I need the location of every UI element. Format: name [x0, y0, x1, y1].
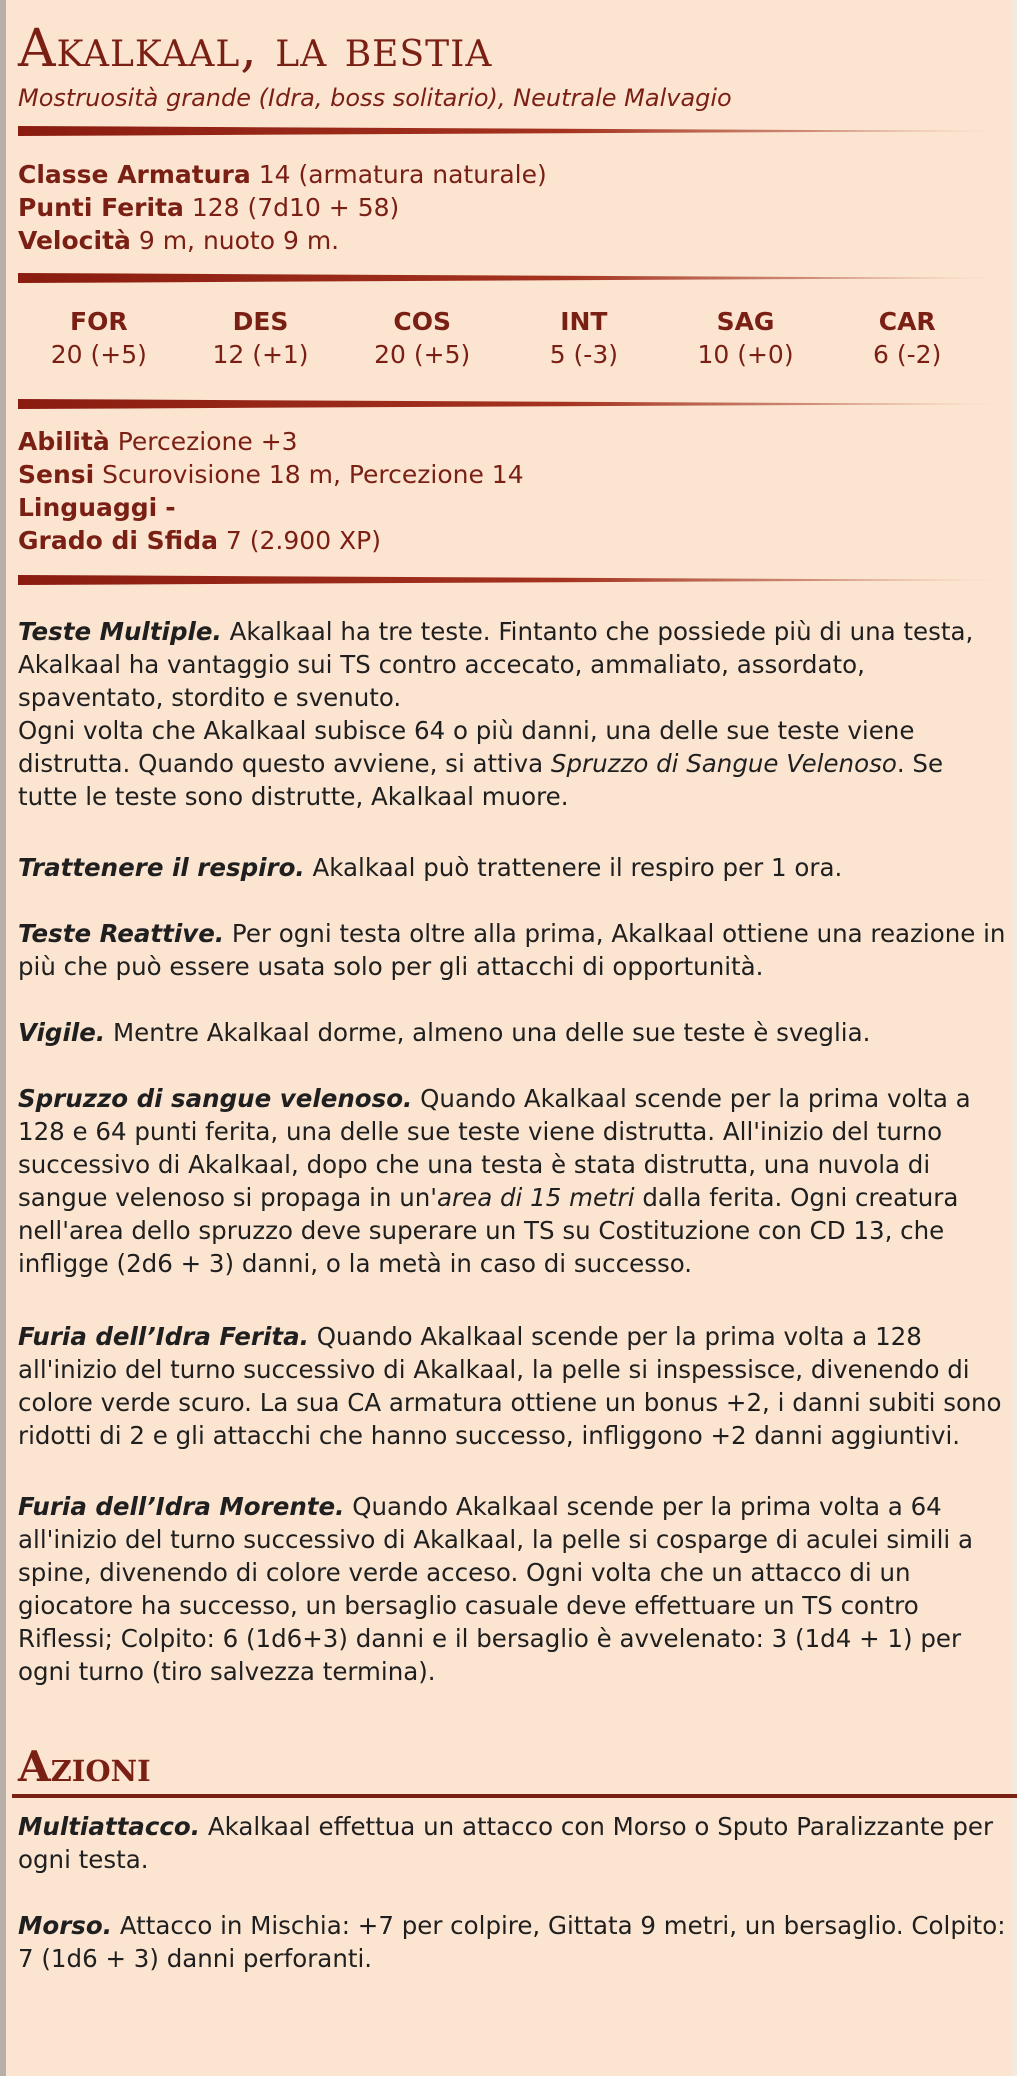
ability-name: CAR: [878, 307, 936, 336]
actions-block: [18, 1810, 1012, 1975]
traits-block: [18, 615, 1012, 1688]
senses-value: Scurovisione 18 m, Percezione 14: [102, 460, 524, 489]
trait-text: Quando Akalkaal scende per la prima volta a 128 e 64 punti ferita, una delle sue teste viene distrutta. All'inizio del turno successivo di Akalkaal, dopo che una testa è stata distrutta, una nuvola di sangue velenoso si propaga in un': [18, 1084, 971, 1212]
ability-name: COS: [393, 307, 451, 336]
armor-class: [18, 158, 1012, 191]
skills: [18, 425, 1012, 458]
skills-label: Abilità: [18, 427, 110, 456]
ability-con: [341, 305, 503, 371]
skills-value: Percezione +3: [117, 427, 298, 456]
trait-text: Quando Akalkaal scende per la prima volta a 128 all'inizio del turno successivo di Akalkaal, la pelle si inspessisce, divenendo di colore verde scuro. La sua CA armatura ottiene un bonus +2, i danni subiti sono ridotti di 2 e gli attacchi che hanno successo, infliggono +2 danni aggiuntivi.: [18, 1322, 1002, 1450]
senses: [18, 458, 1012, 491]
trait-text: Quando Akalkaal scende per la prima volta a 64 all'inizio del turno successivo di Akalkaal, la pelle si cosparge di aculei simili a spine, divenendo di colore verde acceso. Ogni volta che un attacco di un giocatore ha successo, un bersaglio casuale deve effettuare un TS contro Riflessi; Colpito: 6 (1d6+3) danni e il bersaglio è avvelenato: 3 (1d4 + 1) per ogni turno (tiro salvezza termina).: [18, 1492, 974, 1686]
senses-label: Sensi: [18, 460, 95, 489]
ability-value: 6 (-2): [873, 340, 942, 369]
speed-label: Velocità: [18, 226, 131, 255]
trait-reference: Spruzzo di Sangue Velenoso: [550, 749, 897, 778]
challenge-label: Grado di Sfida: [18, 526, 218, 555]
trait-name: Teste Reattive.: [18, 919, 225, 948]
monster-name: Akalkaal, la bestia: [18, 19, 493, 79]
defense-block: [18, 158, 1012, 257]
actions-heading: Azioni: [18, 1742, 151, 1791]
divider: [18, 575, 1008, 585]
ability-name: SAG: [716, 307, 775, 336]
trait-furia-ferita: [18, 1320, 1008, 1452]
trait-name: Furia dell’Idra Morente.: [18, 1492, 345, 1521]
armor-class-label: Classe Armatura: [18, 160, 251, 189]
ability-scores: [18, 305, 988, 371]
monster-type: Mostruosità grande (Idra, boss solitario), Neutrale Malvagio: [18, 84, 732, 112]
ability-str: [18, 305, 180, 371]
trait-name: Spruzzo di sangue velenoso.: [18, 1084, 413, 1113]
hit-points-value: 128 (7d10 + 58): [191, 193, 400, 222]
trait-text: Ogni volta che Akalkaal subisce 64 o più danni, una delle sue teste viene distrutta. Quando questo avviene, si attiva: [18, 716, 915, 778]
ability-wis: [665, 305, 827, 371]
details-block: [18, 425, 1012, 557]
trait-furia-morente: [18, 1490, 1008, 1688]
divider: [18, 126, 1008, 136]
trait-text: Akalkaal ha tre teste. Fintanto che possiede più di una testa, Akalkaal ha vantaggio sui TS contro accecato, ammaliato, assordato, spaventato, stordito e svenuto.: [18, 617, 974, 712]
ability-value: 5 (-3): [549, 340, 618, 369]
trait-name: Teste Multiple.: [18, 617, 222, 646]
challenge: [18, 524, 1012, 557]
languages-label: Linguaggi: [18, 493, 158, 522]
armor-class-value: 14 (armatura naturale): [258, 160, 547, 189]
trait-teste-reattive: [18, 917, 1008, 983]
ability-dex: [180, 305, 342, 371]
trait-vigile: [18, 1016, 1008, 1049]
trait-name: Vigile.: [18, 1018, 106, 1047]
trait-text: . Se tutte le teste sono distrutte, Akalkaal muore.: [18, 749, 944, 811]
challenge-value: 7 (2.900 XP): [225, 526, 381, 555]
action-name: Morso.: [18, 1911, 113, 1940]
trait-text: Mentre Akalkaal dorme, almeno una delle sue teste è sveglia.: [112, 1018, 871, 1047]
trait-teste-multiple: [18, 615, 1008, 813]
trait-name: Furia dell’Idra Ferita.: [18, 1322, 309, 1351]
action-text: Akalkaal effettua un attacco con Morso o Sputo Paralizzante per ogni testa.: [18, 1812, 994, 1874]
ability-value: 20 (+5): [374, 340, 471, 369]
trait-text: Akalkaal può trattenere il respiro per 1 ora.: [312, 853, 843, 882]
ability-value: 10 (+0): [697, 340, 794, 369]
divider: [18, 273, 1008, 283]
ability-name: INT: [560, 307, 608, 336]
trait-trattenere-respiro: [18, 851, 1008, 884]
ability-name: FOR: [70, 307, 128, 336]
languages-value: -: [165, 493, 176, 522]
action-morso: [18, 1909, 1008, 1975]
hit-points-label: Punti Ferita: [18, 193, 184, 222]
speed-value: 9 m, nuoto 9 m.: [138, 226, 340, 255]
trait-spruzzo: [18, 1082, 1008, 1280]
divider: [18, 399, 1008, 409]
ability-name: DES: [232, 307, 289, 336]
languages: [18, 491, 1012, 524]
trait-name: Trattenere il respiro.: [18, 853, 305, 882]
action-name: Multiattacco.: [18, 1812, 201, 1841]
ability-cha: [826, 305, 988, 371]
actions-rule: [12, 1794, 1017, 1798]
speed: [18, 224, 1012, 257]
trait-text: Per ogni testa oltre alla prima, Akalkaal ottiene una reazione in più che può essere usata solo per gli attacchi di opportunità.: [18, 919, 1006, 981]
ability-value: 12 (+1): [212, 340, 309, 369]
action-multiattacco: [18, 1810, 1008, 1876]
trait-area: area di 15 metri: [437, 1183, 635, 1212]
action-text: Attacco in Mischia: +7 per colpire, Gittata 9 metri, un bersaglio. Colpito: 7 (1d6 + 3) danni perforanti.: [18, 1911, 1006, 1973]
ability-value: 20 (+5): [50, 340, 147, 369]
trait-text: dalla ferita. Ogni creatura nell'area dello spruzzo deve superare un TS su Costituzione con CD 13, che infligge (2d6 + 3) danni, o la metà in caso di successo.: [18, 1183, 959, 1278]
hit-points: [18, 191, 1012, 224]
ability-int: [503, 305, 665, 371]
